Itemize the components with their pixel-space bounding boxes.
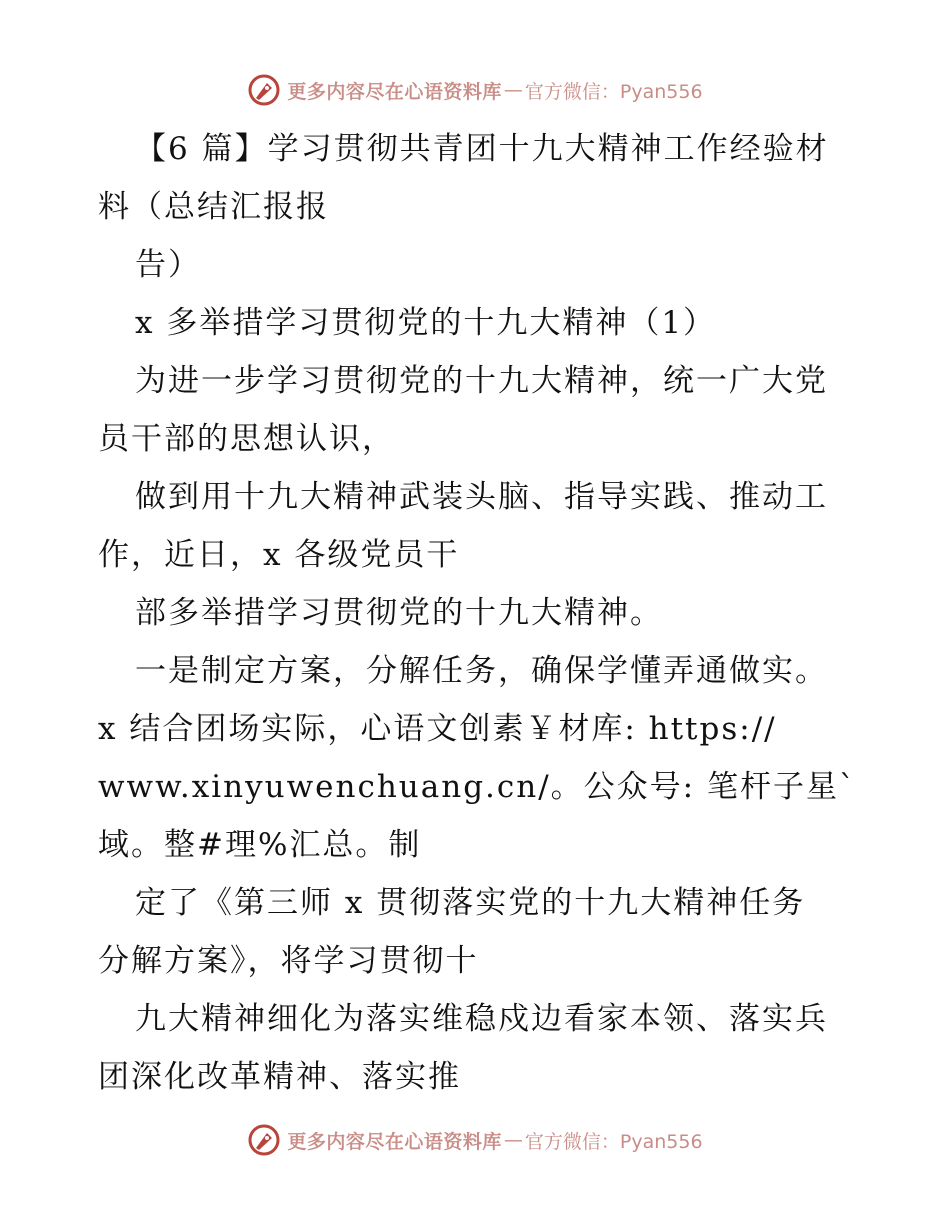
paragraph-line: 部多举措学习贯彻党的十九大精神。	[135, 595, 663, 631]
document-title-line-1: 【6 篇】学习贯彻共青团十九大精神工作经验材	[135, 131, 829, 167]
document-title-line-2: 料（总结汇报报	[98, 189, 329, 225]
paragraph-line: www.xinyuwenchuang.cn/。公众号: 笔杆子星`	[98, 769, 857, 805]
paragraph-line: 为进一步学习贯彻党的十九大精神，统一广大党	[135, 363, 828, 399]
paragraph-line: 定了《第三师 x 贯彻落实党的十九大精神任务	[135, 885, 806, 921]
paragraph-line: 员干部的思想认识，	[98, 421, 395, 457]
document-title-line-3: 告）	[135, 247, 201, 283]
paragraph-line: 分解方案》，将学习贯彻十	[98, 943, 479, 979]
paragraph-line: x 结合团场实际，心语文创素￥材库: https://	[98, 711, 777, 747]
pen-nib-logo-icon	[247, 73, 281, 107]
paragraph-line: 九大精神细化为落实维稳戍边看家本领、落实兵	[135, 1001, 828, 1037]
header-watermark-banner	[0, 70, 950, 110]
watermark-wechat: 官方微信：Pyan556	[524, 80, 703, 103]
watermark-site-name: 更多内容尽在心语资料库	[287, 1130, 502, 1153]
watermark-separator: —	[503, 1129, 523, 1151]
document-body	[98, 120, 858, 1106]
paragraph-line: 作，近日，x 各级党员干	[98, 537, 460, 573]
watermark-site-name: 更多内容尽在心语资料库	[287, 80, 502, 103]
paragraph-line: 域。整#理%汇总。制	[98, 827, 422, 863]
pen-nib-logo-icon	[247, 1123, 281, 1157]
paragraph-line: 团深化改革精神、落实推	[98, 1059, 461, 1095]
paragraph-line: 做到用十九大精神武装头脑、指导实践、推动工	[135, 479, 828, 515]
paragraph-line: 一是制定方案，分解任务，确保学懂弄通做实。	[135, 653, 828, 689]
section-heading: x 多举措学习贯彻党的十九大精神（1）	[135, 305, 717, 341]
footer-watermark-banner	[0, 1120, 950, 1160]
watermark-separator: —	[503, 79, 523, 101]
watermark-wechat: 官方微信：Pyan556	[524, 1130, 703, 1153]
